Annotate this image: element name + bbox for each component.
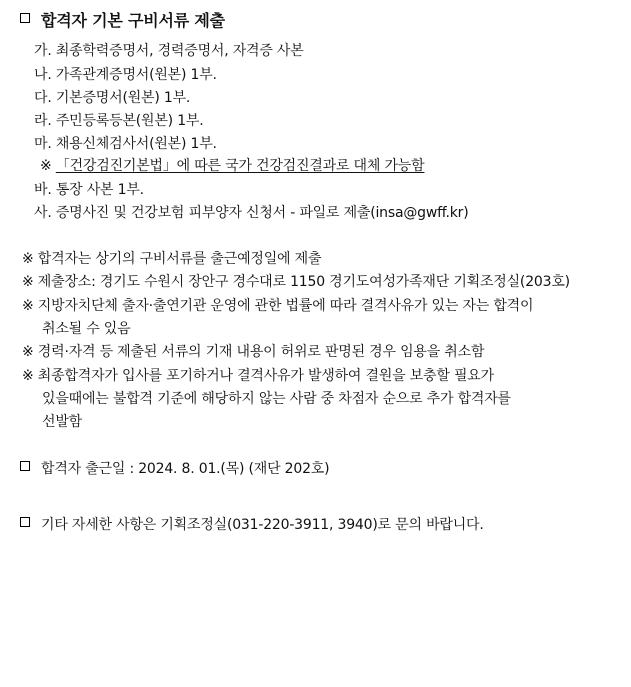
note-mark: ※ [40,158,52,174]
notice-2-text: 제출장소: 경기도 수원시 장안구 경수대로 1150 경기도여성가족재단 기획조정실(203호) [37,274,570,290]
document-item-na: 나. 가족관계증명서(원본) 1부. [34,67,217,83]
notice-3-text-line1: 지방자치단체 출자·출연기관 운영에 관한 법률에 따라 결격사유가 있는 자는 합격이 [37,298,534,314]
notice-1-text: 합격자는 상기의 구비서류를 출근예정일에 제출 [37,251,322,267]
notice-mark: ※ [22,274,34,290]
notice-5-text-line1: 최종합격자가 입사를 포기하거나 결격사유가 발생하여 결원을 보충할 필요가 [37,368,494,384]
section-title-documents: 합격자 기본 구비서류 제출 [41,11,225,30]
document-item-ba: 바. 통장 사본 1부. [34,182,144,198]
document-item-da: 다. 기본증명서(원본) 1부. [34,90,191,106]
checkbox-square-icon [20,461,30,471]
start-date-line: 합격자 출근일 : 2024. 8. 01.(목) (재단 202호) [41,461,330,477]
notice-mark: ※ [22,298,34,314]
notice-3-text-line2: 취소될 수 있음 [42,321,131,337]
health-check-note [40,155,424,175]
notice-2 [22,271,570,291]
notice-4-text: 경력·자격 등 제출된 서류의 기재 내용이 허위로 판명된 경우 임용을 취소함 [37,344,485,360]
document-item-sa: 사. 증명사진 및 건강보험 피부양자 신청서 - 파일로 제출(insa@gwff.kr) [34,205,469,221]
checkbox-square-icon [20,517,30,527]
notice-3 [22,295,533,315]
notice-5 [22,365,494,385]
notice-1 [22,248,321,268]
health-check-note-text: 「건강검진기본법」에 따른 국가 건강검진결과로 대체 가능함 [55,158,425,174]
notice-mark: ※ [22,344,34,360]
document-item-ma: 마. 채용신체검사서(원본) 1부. [34,136,217,152]
contact-line: 기타 자세한 사항은 기획조정실(031-220-3911, 3940)로 문의 바랍니다. [41,517,484,533]
document-item-ga: 가. 최종학력증명서, 경력증명서, 자격증 사본 [34,43,304,59]
notice-mark: ※ [22,368,34,384]
notice-5-text-line3: 선발함 [42,414,82,430]
document-item-ra: 라. 주민등록등본(원본) 1부. [34,113,204,129]
notice-mark: ※ [22,251,34,267]
checkbox-square-icon [20,13,30,23]
notice-4 [22,341,484,361]
notice-5-text-line2: 있을때에는 불합격 기준에 해당하지 않는 사람 중 차점자 순으로 추가 합격자를 [42,391,511,407]
